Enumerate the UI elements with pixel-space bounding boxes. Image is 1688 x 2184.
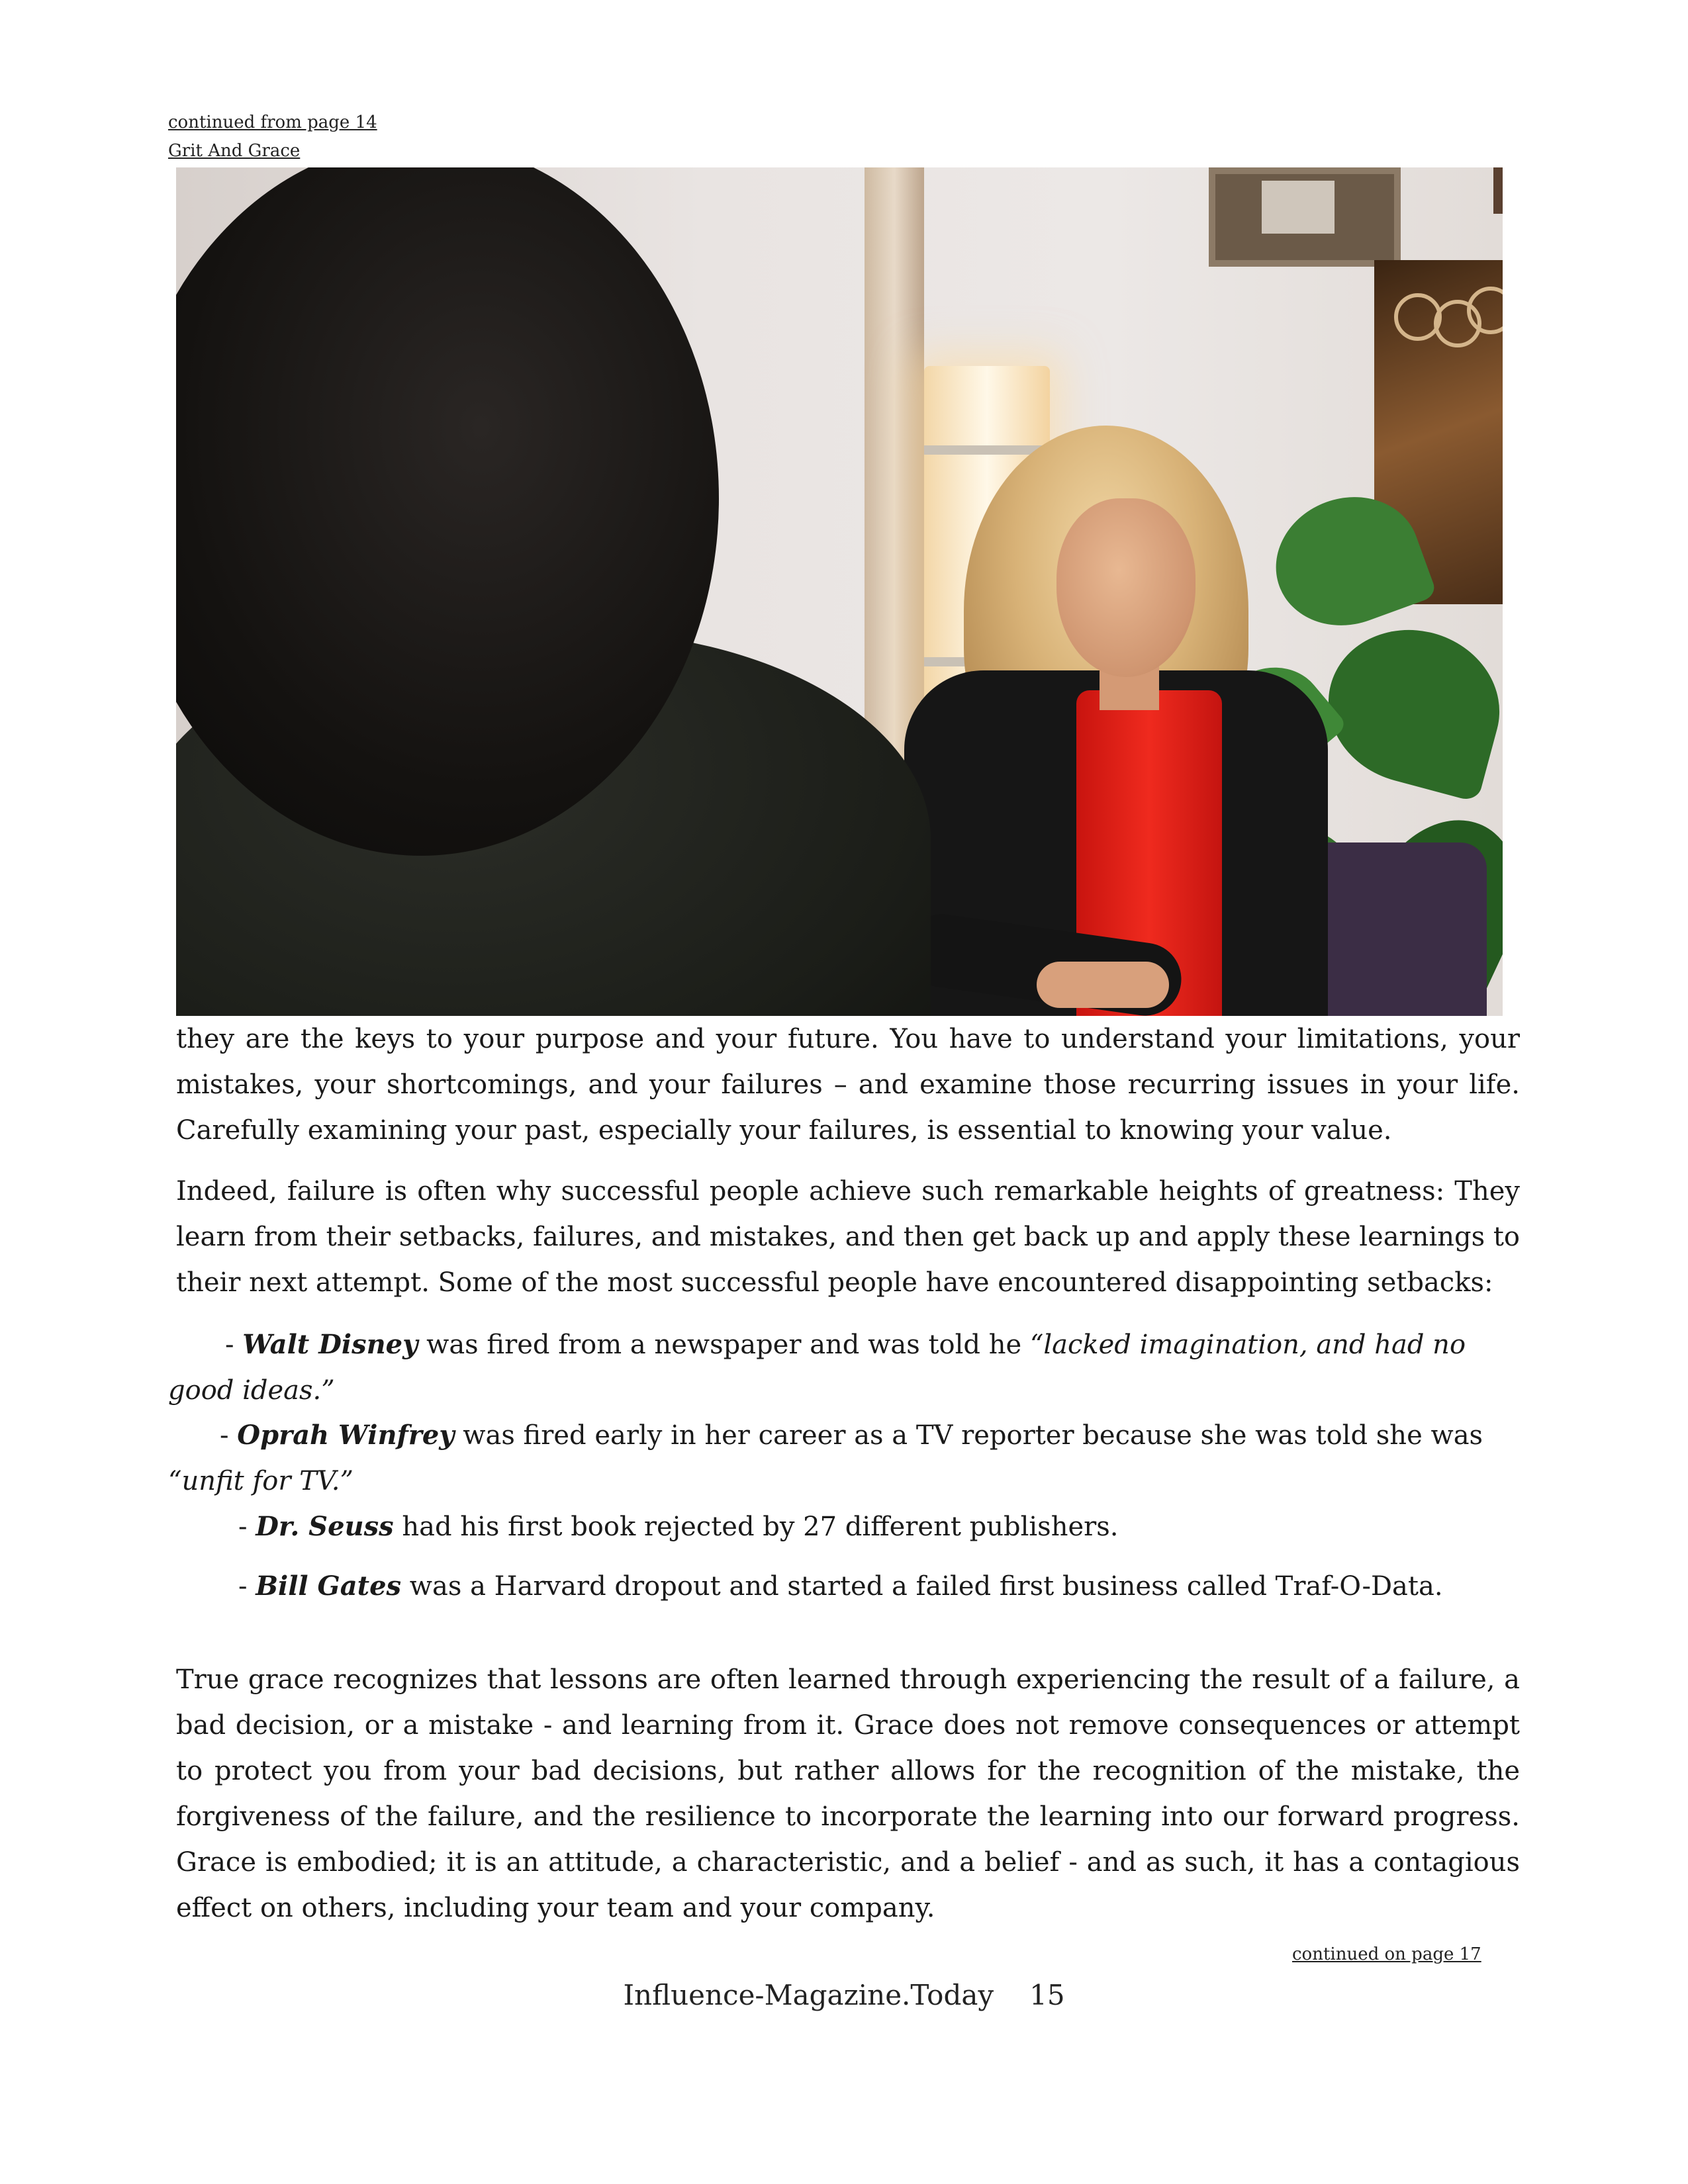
plant-leaf bbox=[1311, 611, 1503, 802]
person-name: Dr. Seuss bbox=[256, 1511, 394, 1542]
wall-frame-edge bbox=[1493, 167, 1503, 214]
page-number: 15 bbox=[1029, 1979, 1065, 2011]
footer-site-name: Influence-Magazine.Today bbox=[623, 1979, 994, 2011]
list-dash: - bbox=[238, 1512, 256, 1542]
section-title-link[interactable]: Grit And Grace bbox=[168, 141, 301, 161]
smiling-face bbox=[1056, 498, 1196, 677]
list-text: was fired from a newspaper and was told he bbox=[418, 1330, 1030, 1360]
quote-text: “unfit for TV.” bbox=[168, 1466, 353, 1496]
continued-on-link[interactable]: continued on page 17 bbox=[1292, 1944, 1481, 1964]
list-text: had his first book rejected by 27 different publishers. bbox=[393, 1512, 1119, 1542]
hand bbox=[1037, 962, 1169, 1008]
person-name: Bill Gates bbox=[256, 1570, 402, 1602]
person-name: Oprah Winfrey bbox=[237, 1420, 455, 1451]
list-item-bill-gates bbox=[238, 1563, 1443, 1610]
list-dash: - bbox=[238, 1571, 256, 1602]
paragraph-true-grace: True grace recognizes that lessons are often learned through experiencing the result of a failure, a bad decision, or a mistake - and learning from it. Grace does not remove consequences or attempt to protect you from your bad decisions, but rather allows for the recognition of the mistake, the forgiveness of the failure, and the resilience to incorporate the learning into our forward progress. Grace is embodied; it is an attitude, a characteristic, and a belief - and as such, it has a contagious effect on others, including your team and your company. bbox=[176, 1664, 1520, 1923]
quote-text: “lacked imagination, and had no good ideas.” bbox=[168, 1330, 1466, 1406]
paragraph-keys-to-purpose: they are the keys to your purpose and your future. You have to understand your limitations, your mistakes, your shortcomings, and your failures – and examine those recurring issues in your life. Carefully examining your past, especially your failures, is essential to knowing your value. bbox=[176, 1024, 1520, 1146]
paragraph-failure-greatness: Indeed, failure is often why successful people achieve such remarkable heights of greatness: They learn from their setbacks, failures, and mistakes, and then get back up and apply these learnings to their next attempt. Some of the most successful people have encountered disappointing setbacks: bbox=[176, 1176, 1520, 1298]
list-dash: - bbox=[225, 1330, 243, 1360]
list-item-walt-disney bbox=[168, 1322, 1520, 1414]
list-item-oprah-winfrey bbox=[168, 1412, 1520, 1504]
list-item-dr-seuss bbox=[238, 1504, 1119, 1550]
wall-frame-inner bbox=[1262, 181, 1335, 234]
continued-from-link[interactable]: continued from page 14 bbox=[168, 113, 377, 132]
list-dash: - bbox=[220, 1420, 238, 1451]
list-text: was a Harvard dropout and started a failed first business called Traf-O-Data. bbox=[401, 1571, 1443, 1602]
interview-photo bbox=[176, 167, 1503, 1016]
list-text: was fired early in her career as a TV reporter because she was told she was bbox=[454, 1420, 1483, 1451]
page-footer bbox=[0, 1979, 1688, 2011]
person-name: Walt Disney bbox=[242, 1329, 418, 1360]
